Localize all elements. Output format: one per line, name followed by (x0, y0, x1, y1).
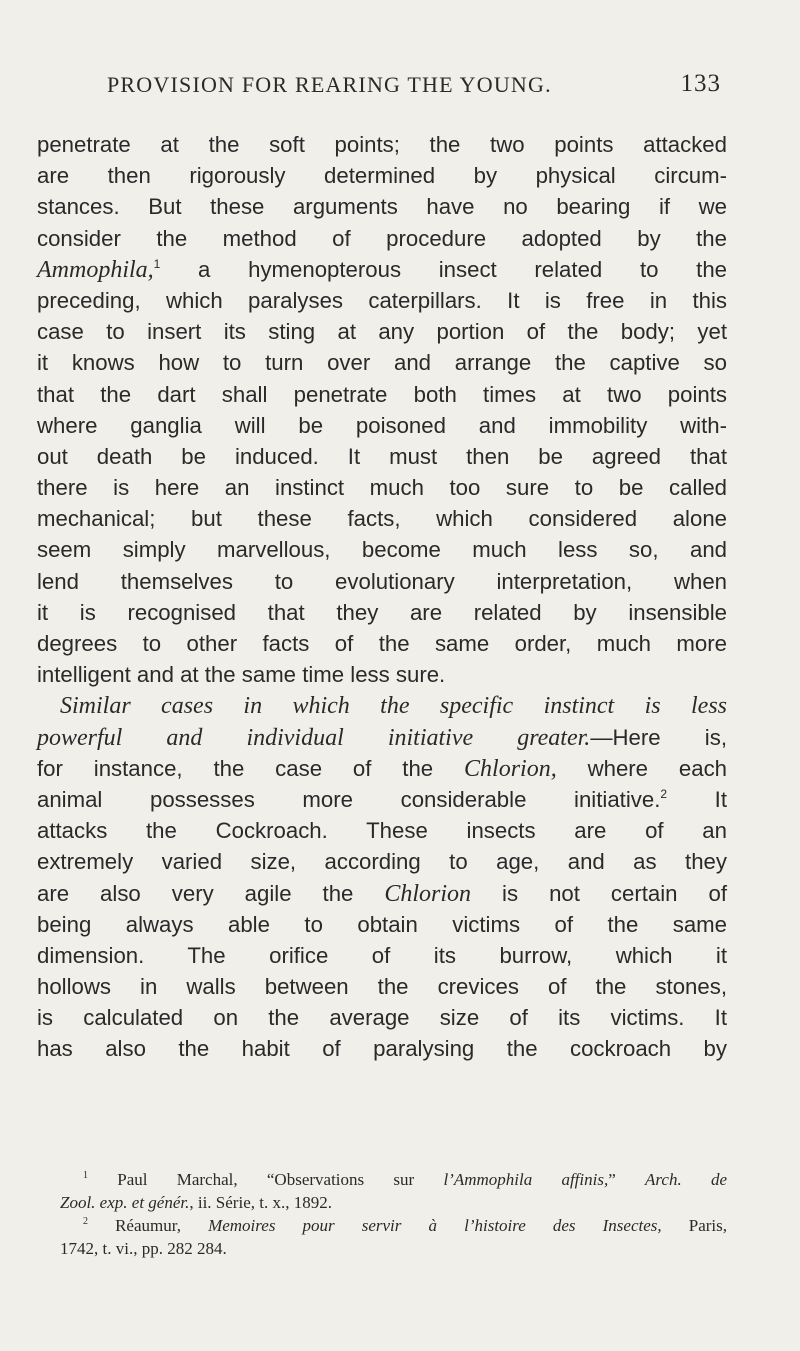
footnote-2-cont: 1742, t. vi., pp. 282 284. (60, 1239, 227, 1258)
footnote-1 (60, 1168, 727, 1191)
journal-name: Zool. exp. et génér. (60, 1193, 190, 1212)
footnote-1-cont (60, 1191, 727, 1214)
text-line: degrees to other facts of the same order, much more (37, 631, 727, 656)
text-line: penetrate at the soft points; the two points attacked (37, 132, 727, 157)
text-run: ” (608, 1170, 646, 1189)
footnote-number: 2 (83, 1216, 88, 1227)
text-line: case to insert its sting at any portion of the body; yet (37, 319, 727, 345)
text-line: there is here an instinct much too sure to be called (37, 475, 727, 501)
text-line: stances. But these arguments have no bearing if we (37, 194, 727, 220)
text-run: Paris, (661, 1216, 728, 1235)
footnotes (60, 1168, 727, 1260)
journal-name: Arch. de (645, 1170, 728, 1189)
text-line: attacks the Cockroach. These insects are of an (37, 818, 727, 844)
text-line (37, 784, 727, 815)
text-line (37, 878, 727, 909)
footnote-ref: 1 (153, 256, 161, 271)
text-run: It (667, 786, 727, 812)
text-line: is calculated on the average size of its victims. It (37, 1005, 727, 1031)
text-line: being always able to obtain victims of the same (37, 911, 727, 937)
species-name: Chlorion, (464, 755, 557, 782)
text-line: it is recognised that they are related by insensible (37, 599, 727, 625)
footnote-2 (60, 1214, 727, 1237)
text-run: is not certain of (471, 880, 727, 906)
citation-title: l’Ammophila affinis, (443, 1170, 609, 1189)
page-header (107, 72, 721, 112)
text-run: a hymenopterous insect related to the (160, 256, 727, 282)
text-run: are also very agile the (37, 880, 385, 906)
text-line: where ganglia will be poisoned and immobility with- (37, 412, 727, 438)
text-line (37, 722, 727, 753)
heading-text: Similar cases in which the specific instinct is less (60, 693, 727, 720)
text-line: extremely varied size, according to age, and as they (37, 849, 727, 875)
text-line: it knows how to turn over and arrange the captive so (37, 350, 727, 376)
text-line: lend themselves to evolutionary interpretation, when (37, 568, 727, 594)
text-line: consider the method of procedure adopted by the (37, 225, 727, 251)
text-line (37, 254, 727, 285)
text-line: preceding, which paralyses caterpillars. It is free in this (37, 287, 727, 313)
text-line: intelligent and at the same time less sure. (37, 662, 446, 688)
text-line: hollows in walls between the crevices of the stones, (37, 974, 727, 1000)
text-run: —Here is, (590, 724, 727, 750)
species-name: Ammophila, (37, 256, 154, 283)
page-number: 133 (680, 70, 721, 97)
text-run: animal possesses more considerable initiative. (37, 786, 661, 812)
text-line (37, 753, 727, 784)
text-run: for instance, the case of the (37, 755, 465, 781)
text-run: Réaumur, (88, 1216, 209, 1235)
text-run: Paul Marchal, “Observations sur (88, 1170, 444, 1189)
text-line: that the dart shall penetrate both times at two points (37, 381, 727, 407)
citation-title: Memoires pour servir à l’histoire des Insectes, (208, 1216, 662, 1235)
section-heading (37, 690, 727, 721)
text-run: where each (556, 755, 727, 781)
species-name: Chlorion (384, 880, 472, 907)
text-line: has also the habit of paralysing the cockroach by (37, 1036, 727, 1062)
running-head: PROVISION FOR REARING THE YOUNG. (107, 72, 552, 97)
text-line: seem simply marvellous, become much less so, and (37, 537, 727, 563)
text-line: out death be induced. It must then be agreed that (37, 443, 727, 469)
text-line: dimension. The orifice of its burrow, which it (37, 942, 727, 968)
text-line: are then rigorously determined by physical circum- (37, 163, 727, 189)
footnote-number: 1 (83, 1170, 88, 1181)
heading-text: powerful and individual initiative greater. (37, 724, 591, 751)
text-line: mechanical; but these facts, which considered alone (37, 506, 727, 532)
body-text (37, 129, 727, 1065)
footnote-ref: 2 (660, 786, 668, 801)
text-run: , ii. Série, t. x., 1892. (189, 1193, 332, 1212)
